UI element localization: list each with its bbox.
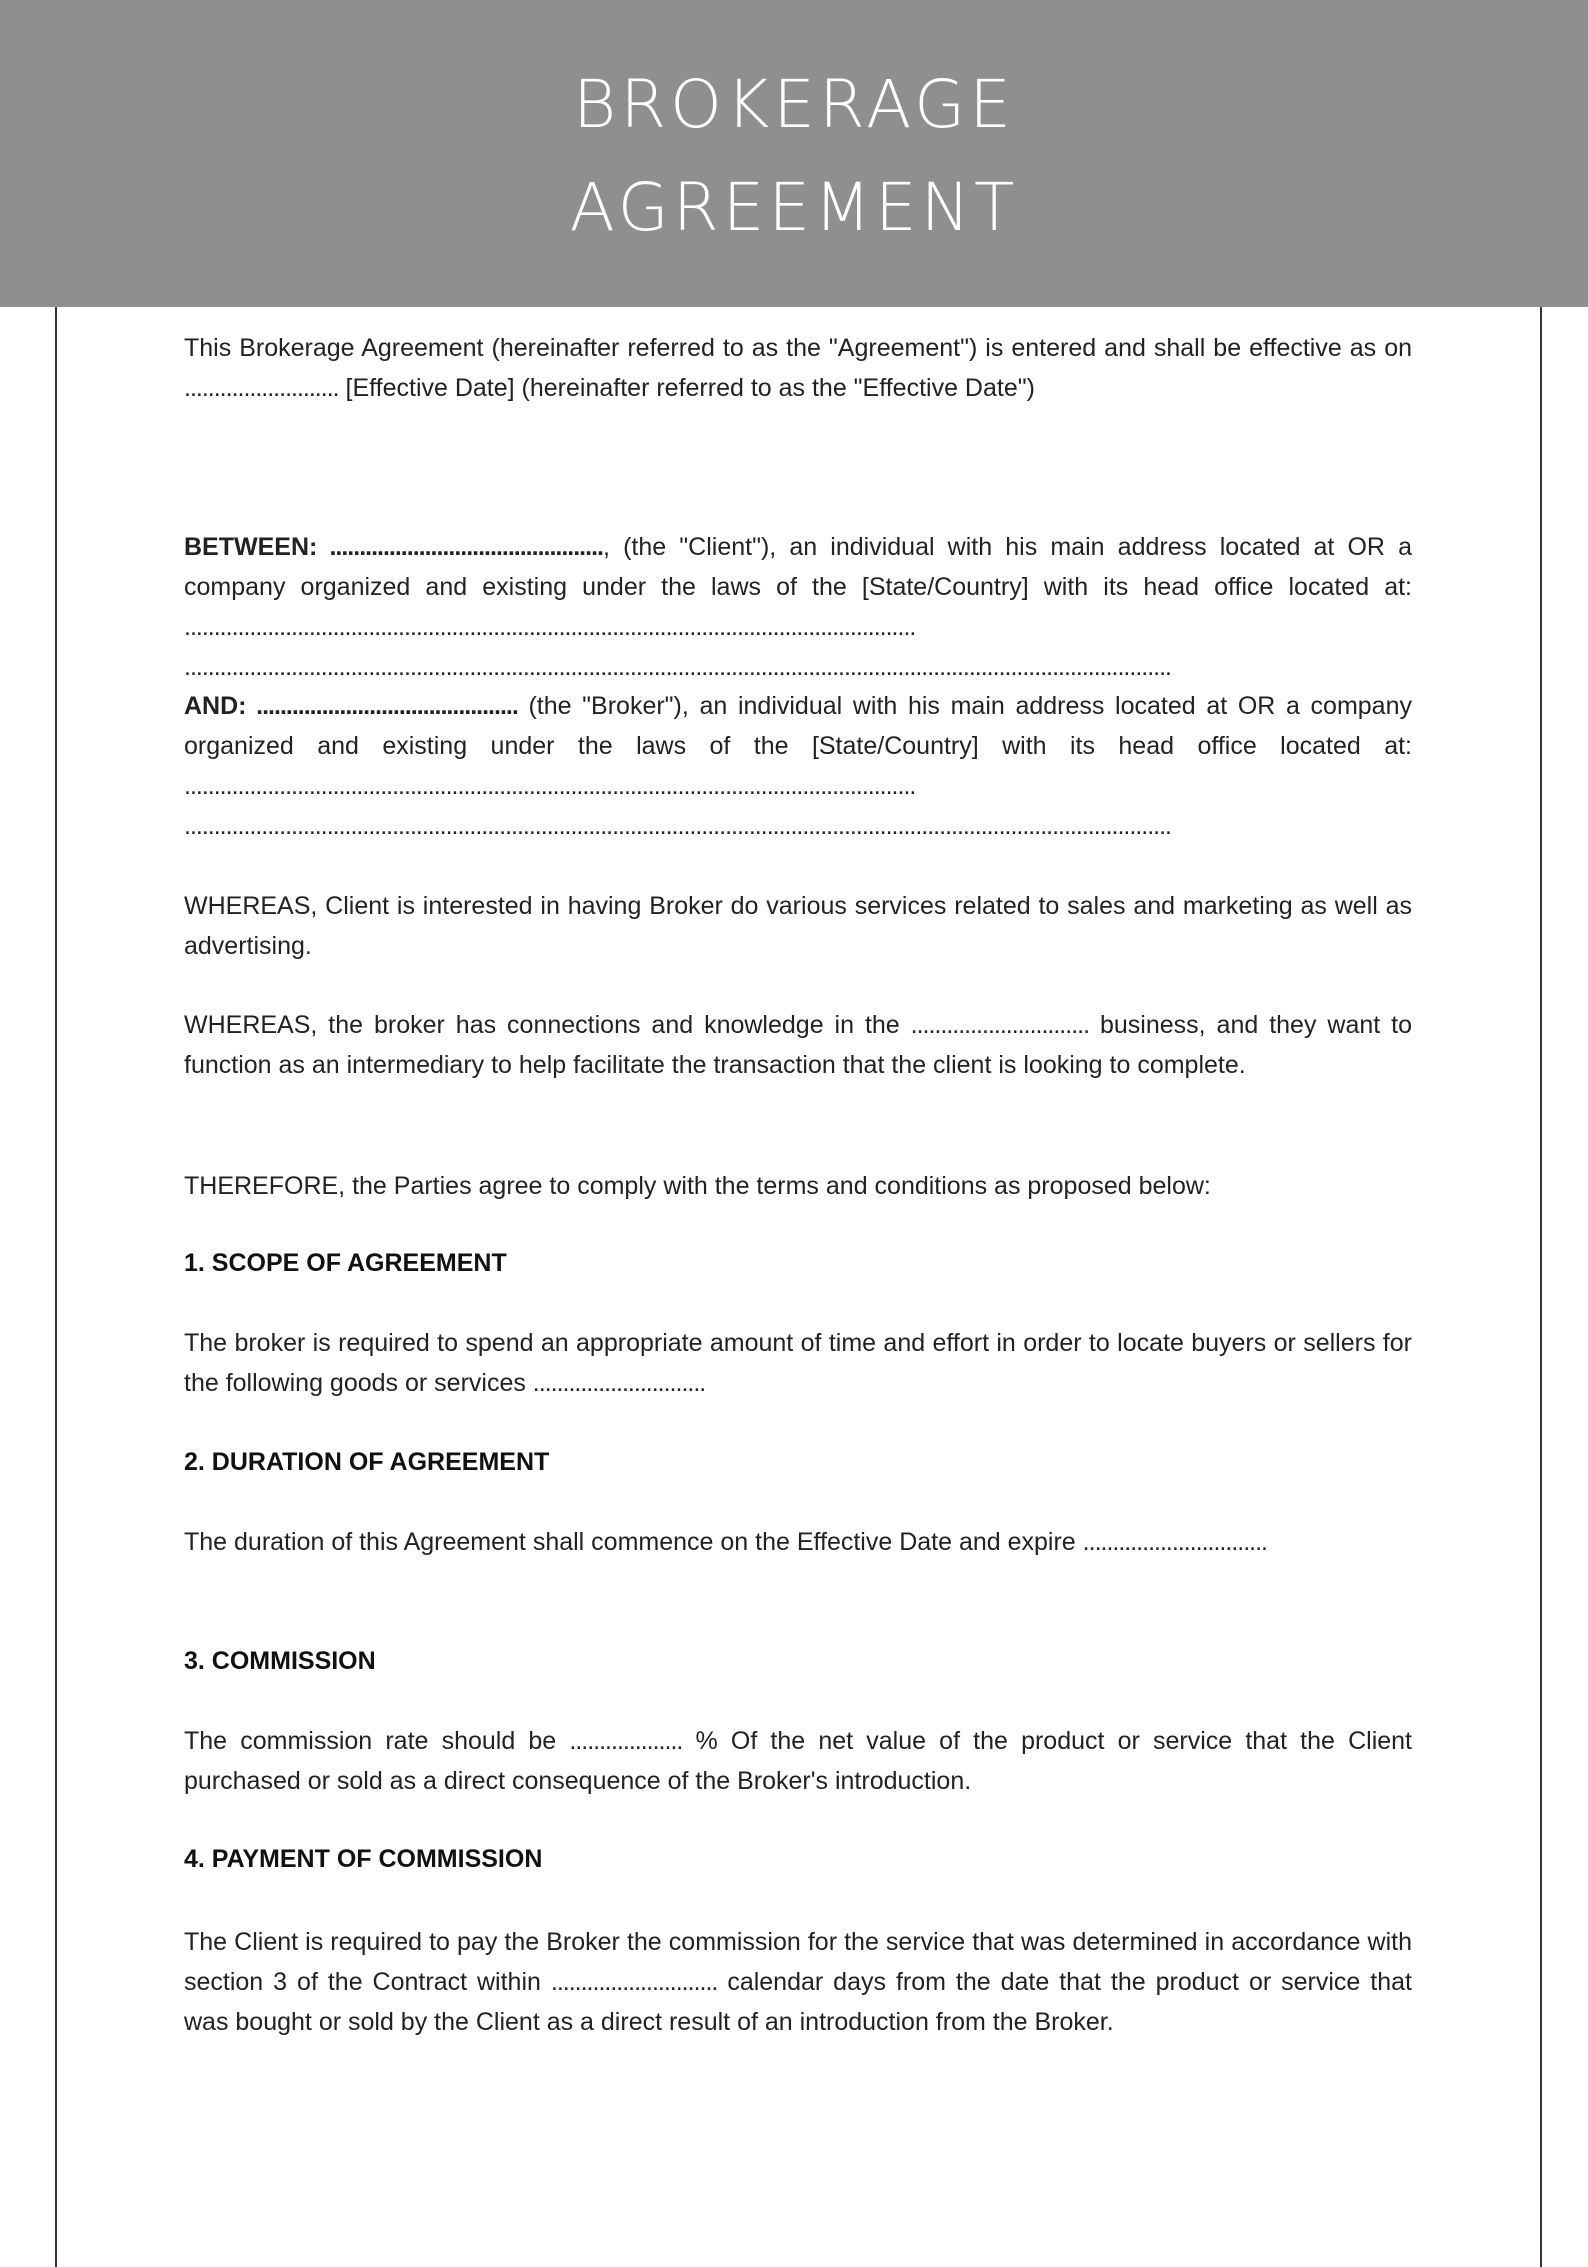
broker-address-blank-2: ......................................................................................................................................................................	[184, 812, 1172, 840]
between-label: BETWEEN:	[184, 533, 318, 561]
therefore-paragraph: THEREFORE, the Parties agree to comply with the terms and conditions as proposed below:	[184, 1172, 1211, 1200]
client-name-blank: ..............................................	[317, 533, 603, 561]
goods-blank: .............................	[532, 1369, 706, 1397]
document-banner	[0, 0, 1588, 307]
between-paragraph	[184, 527, 1412, 687]
section-body-commission	[184, 1721, 1412, 1801]
intro-text-cont: [Effective Date] (hereinafter referred to as the "Effective Date")	[338, 374, 1035, 402]
title-line-1: BROKERAGE	[572, 66, 1016, 143]
section-text: The broker is required to spend an appropriate amount of time and effort in order to locate buyers or sellers for the following goods or services	[184, 1329, 1412, 1397]
broker-address-blank: ...........................................................................................................................	[184, 772, 916, 800]
intro-paragraph	[184, 328, 1412, 408]
section-heading-payment: 4. PAYMENT OF COMMISSION	[184, 1845, 543, 1873]
and-text: (the "Broker"), an individual with his main address located at OR a company organized and existing under the laws of the [State/Country] with its head office located at:	[184, 692, 1412, 760]
section-text-cont: calendar days from the date that the product or service that was bought or sold by the Client as a direct result of an introduction from the Broker.	[184, 1968, 1412, 2036]
and-paragraph	[184, 686, 1412, 846]
section-body-duration	[184, 1522, 1412, 1562]
section-text: The commission rate should be	[184, 1727, 570, 1755]
section-heading-duration: 2. DURATION OF AGREEMENT	[184, 1448, 550, 1476]
rate-blank: ...................	[569, 1727, 683, 1755]
whereas-text: WHEREAS, the broker has connections and knowledge in the	[184, 1011, 911, 1039]
section-text-cont: % Of the net value of the product or service that the Client purchased or sold as a direct consequence of the Broker's introduction.	[184, 1727, 1412, 1795]
between-text: , (the "Client"), an individual with his main address located at OR a company organized and existing under the laws of the [State/Country] with its head office located at:	[184, 533, 1413, 601]
section-body-scope	[184, 1323, 1412, 1403]
business-blank: ..............................	[910, 1011, 1090, 1039]
section-body-payment	[184, 1922, 1412, 2042]
broker-name-blank: ............................................	[246, 692, 518, 720]
expiry-blank: ...............................	[1082, 1528, 1267, 1556]
section-heading-commission: 3. COMMISSION	[184, 1647, 376, 1675]
whereas-paragraph-2	[184, 1005, 1412, 1085]
client-address-blank: ...........................................................................................................................	[184, 613, 916, 641]
section-text: The Client is required to pay the Broker the commission for the service that was determined in accordance with section 3 of the Contract within	[184, 1928, 1412, 1996]
title-line-2: AGREEMENT	[569, 169, 1019, 246]
section-text: The duration of this Agreement shall commence on the Effective Date and expire	[184, 1528, 1083, 1556]
client-address-blank-2: ......................................................................................................................................................................	[184, 653, 1172, 681]
and-label: AND:	[184, 692, 247, 720]
whereas-text-cont: business, and they want to function as an intermediary to help facilitate the transaction that the client is looking to complete.	[184, 1011, 1412, 1079]
whereas-paragraph-1: WHEREAS, Client is interested in having Broker do various services related to sales and marketing as well as advertising.	[184, 892, 1412, 960]
effective-date-blank: ..........................	[184, 374, 339, 402]
days-blank: ............................	[550, 1968, 718, 1996]
intro-text: This Brokerage Agreement (hereinafter referred to as the "Agreement") is entered and shall be effective as on	[184, 334, 1412, 362]
section-heading-scope: 1. SCOPE OF AGREEMENT	[184, 1249, 507, 1277]
